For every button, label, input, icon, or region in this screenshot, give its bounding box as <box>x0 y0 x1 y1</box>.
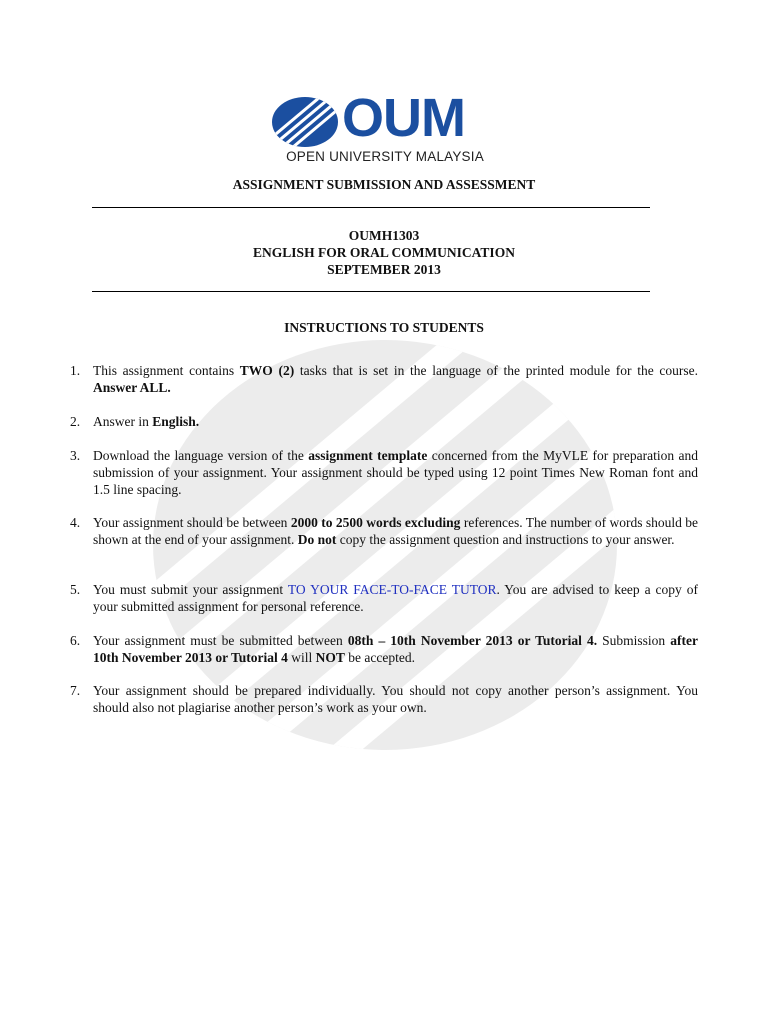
semester: SEPTEMBER 2013 <box>327 262 441 277</box>
instruction-segment: copy the assignment question and instructions to your answer. <box>336 532 675 547</box>
instruction-segment: This assignment contains <box>93 363 240 378</box>
instruction-segment: Your assignment must be submitted between <box>93 633 348 648</box>
instruction-emphasis: 08th – 10th November 2013 or Tutorial 4. <box>347 633 598 648</box>
instruction-segment: concerned from the MyVLE for preparation and submission of your assignment. Your assignment should be typed using 12 point Times New Roman font and 1.5 line spacing. <box>93 448 698 497</box>
instruction-highlight: TO YOUR FACE-TO-FACE TUTOR <box>287 582 497 597</box>
instruction-emphasis: assignment template <box>308 448 428 463</box>
instruction-text <box>93 362 698 396</box>
logo-subtitle: OPEN UNIVERSITY MALAYSIA <box>286 149 484 164</box>
instruction-segment: Submission <box>597 633 671 648</box>
instruction-number: 7. <box>70 683 81 698</box>
oum-globe-icon <box>270 95 340 149</box>
instruction-segment: Your assignment should be between <box>93 515 291 530</box>
instruction-emphasis: 2000 to 2500 words excluding <box>290 515 461 530</box>
instructions-heading: INSTRUCTIONS TO STUDENTS <box>284 320 484 335</box>
instruction-segment: be accepted. <box>344 650 415 665</box>
instruction-number: 3. <box>70 448 81 463</box>
document-title: ASSIGNMENT SUBMISSION AND ASSESSMENT <box>232 177 536 192</box>
instruction-text <box>93 682 698 716</box>
instruction-segment: references. The number of words should be shown at the end of your assignment. <box>93 515 698 547</box>
instruction-number: 5. <box>70 582 81 597</box>
instruction-emphasis: NOT <box>315 650 345 665</box>
instruction-text <box>93 581 698 615</box>
instruction-emphasis: Do not <box>297 532 337 547</box>
instruction-segment: Your assignment should be prepared individually. You should not copy another person’s assignment. You should also not plagiarise another person’s work as your own. <box>93 683 698 715</box>
instruction-text <box>93 632 698 666</box>
course-name: ENGLISH FOR ORAL COMMUNICATION <box>253 245 515 260</box>
instruction-number: 6. <box>70 633 81 648</box>
oum-logo <box>270 88 500 167</box>
course-code: OUMH1303 <box>348 228 420 243</box>
instruction-segment: will <box>287 650 316 665</box>
instruction-emphasis: Answer ALL. <box>93 380 171 395</box>
instruction-text <box>93 413 698 430</box>
instruction-text <box>93 447 698 498</box>
instruction-segment: You must submit your assignment <box>93 582 288 597</box>
instruction-text <box>93 514 698 548</box>
logo-wordmark: OUM <box>342 88 465 148</box>
instruction-number: 2. <box>70 414 81 429</box>
instruction-emphasis: after 10th November 2013 or Tutorial 4 <box>93 633 698 665</box>
instruction-segment: Download the language version of the <box>93 448 309 463</box>
instruction-number: 4. <box>70 515 81 530</box>
instruction-segment: Answer in <box>93 414 153 429</box>
instruction-number: 1. <box>70 363 81 378</box>
instruction-emphasis: English. <box>152 414 200 429</box>
instruction-segment: tasks that is set in the language of the printed module for the course. <box>294 363 699 378</box>
instruction-emphasis: TWO (2) <box>239 363 295 378</box>
divider-top <box>92 207 650 208</box>
instruction-segment: . You are advised to keep a copy of your submitted assignment for personal reference. <box>93 582 698 614</box>
divider-bottom <box>92 291 650 292</box>
